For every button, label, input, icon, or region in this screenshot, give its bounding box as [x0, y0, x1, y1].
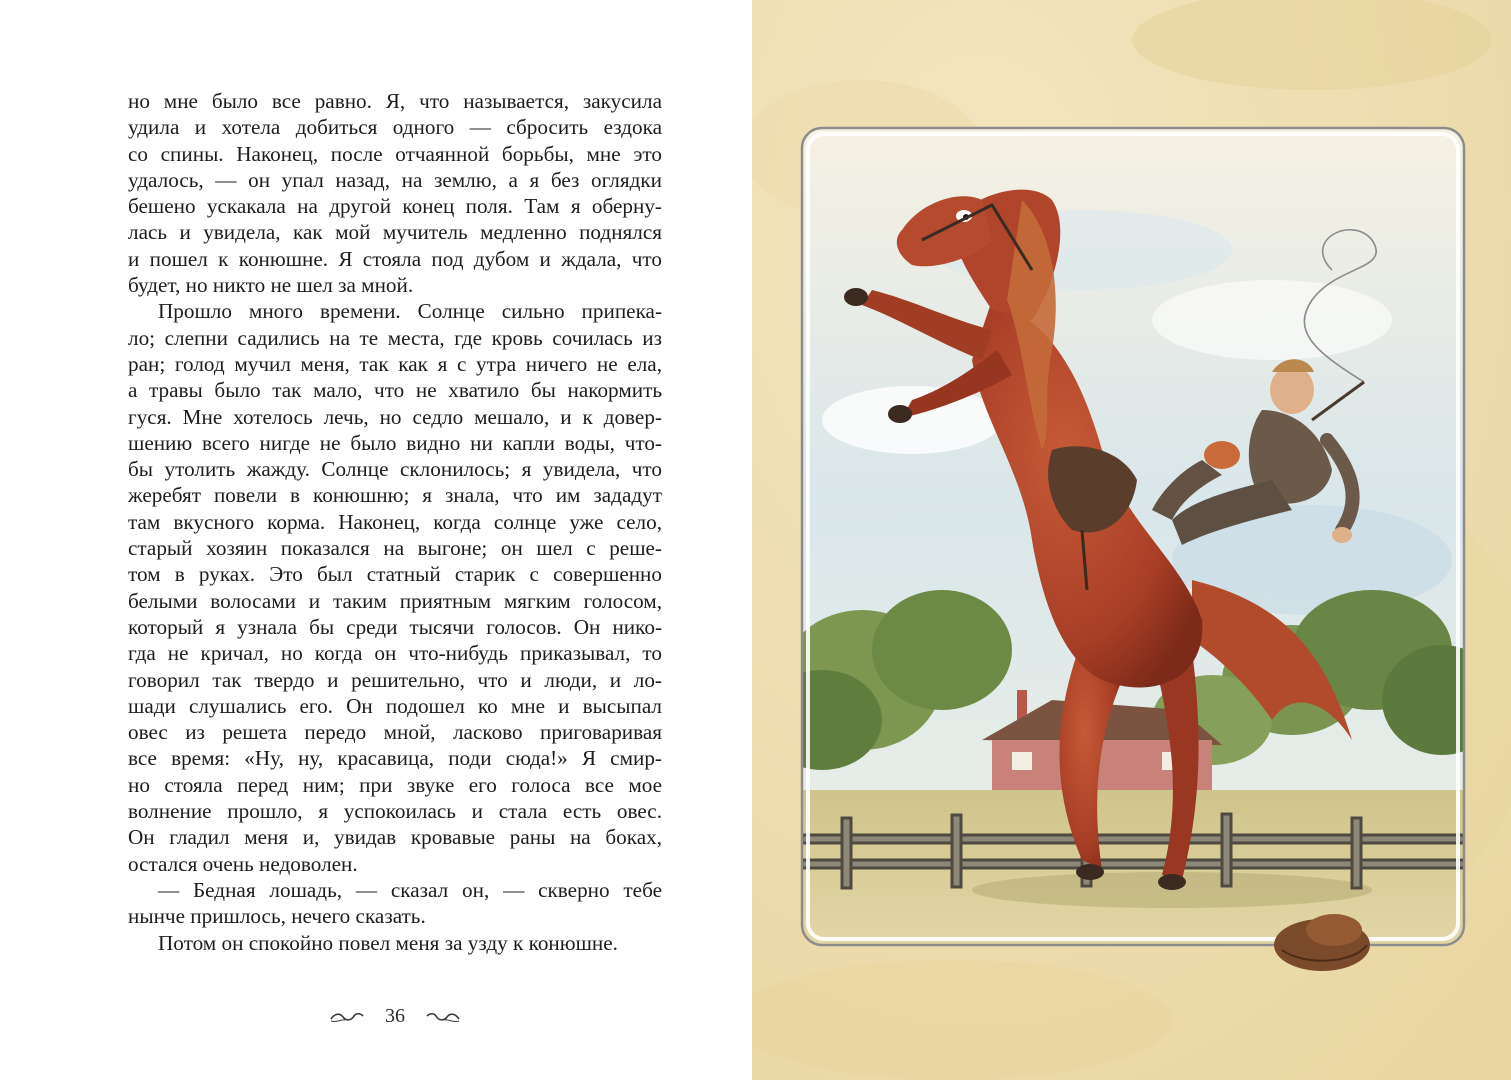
text-line: Он гладил меня и, увидав кровавые раны на боках,	[128, 825, 662, 850]
text-line: волнение прошло, я успокоилась и стала есть овес.	[128, 799, 662, 824]
text-line: жеребят повели в конюшню; я знала, что им зададут	[128, 483, 662, 508]
text-line: ран; голод мучил меня, так как я с утра ничего не ела,	[128, 351, 662, 376]
text-line: удила и хотела добиться одного — сбросить ездока	[128, 115, 662, 140]
text-line: ло; слепни садились на те места, где кровь сочилась из	[128, 325, 662, 350]
text-line: — Бедная лошадь, — сказал он, — скверно тебе	[158, 877, 662, 902]
text-line: и пошел к конюшне. Я стояла под дубом и ждала, что	[128, 246, 662, 271]
page-footer	[128, 1005, 662, 1028]
text-line: гуся. Мне хотелось лечь, но седло мешало, и к довер-	[128, 404, 662, 429]
text-line: Потом он спокойно повел меня за узду к конюшне.	[158, 930, 618, 955]
text-page	[0, 0, 752, 1080]
text-line: нынче пришлось, нечего сказать.	[128, 904, 426, 929]
text-line: овес из решета передо мной, ласково приговаривая	[128, 720, 662, 745]
text-line: шению всего нигде не было видно ни капли воды, что-	[128, 430, 662, 455]
text-line: старый хозяин показался на выгоне; он шел с реше-	[128, 536, 662, 561]
body-text	[128, 88, 662, 956]
text-line: а травы было так мало, что не хватило бы накормить	[128, 378, 662, 403]
text-line: который я узнала бы среди тысячи голосов. Он нико-	[128, 614, 662, 639]
framed-picture	[762, 128, 1502, 950]
text-line: там вкусного корма. Наконец, когда солнце уже село,	[128, 509, 662, 534]
text-line: но стояла перед ним; при звуке его голоса все мое	[128, 772, 662, 797]
text-line: со спины. Наконец, после отчаянной борьбы, мне это	[128, 141, 662, 166]
text-line: будет, но никто не шел за мной.	[128, 273, 414, 298]
text-line: остался очень недоволен.	[128, 851, 358, 876]
right-ornament-icon	[425, 1010, 461, 1024]
text-line: лась и увидела, как мой мучитель медленно поднялся	[128, 220, 662, 245]
text-line: говорил так твердо и решительно, что и люди, и ло-	[128, 667, 662, 692]
text-line: шади слушались его. Он подошел ко мне и высыпал	[128, 693, 662, 718]
text-line: все время: «Ну, ну, красавица, поди сюда!» Я смир-	[128, 746, 662, 771]
left-ornament-icon	[329, 1010, 365, 1024]
text-line: но мне было все равно. Я, что называется, закусила	[128, 89, 662, 113]
page-number: 36	[385, 1005, 405, 1027]
text-line: бешено ускакала на другой конец поля. Там я оберну-	[128, 194, 662, 219]
text-line: удалось, — он упал назад, на землю, а я без оглядки	[128, 167, 662, 192]
text-line: бы утолить жажду. Солнце склонилось; я увидела, что	[128, 457, 662, 482]
illustration-page	[752, 0, 1511, 1080]
illustration	[752, 0, 1511, 1080]
text-line: том в руках. Это был статный старик с совершенно	[128, 562, 662, 587]
text-line: Прошло много времени. Солнце сильно припека-	[158, 299, 662, 324]
text-line: белыми волосами и таким приятным мягким голосом,	[128, 588, 662, 613]
text-line: гда не кричал, но когда он что-нибудь приказывал, то	[128, 641, 662, 666]
